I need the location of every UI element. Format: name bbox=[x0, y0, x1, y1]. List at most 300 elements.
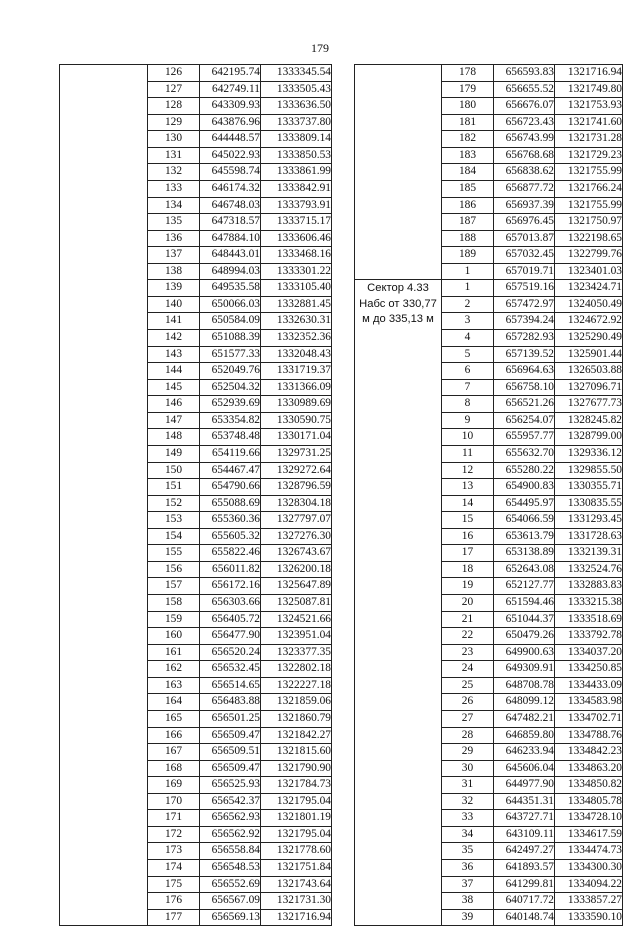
point-number: 160 bbox=[148, 628, 200, 645]
y-coordinate: 1329272.64 bbox=[261, 462, 332, 479]
x-coordinate: 656593.83 bbox=[494, 65, 555, 82]
point-number: 139 bbox=[148, 280, 200, 297]
point-number: 13 bbox=[442, 479, 494, 496]
table-row bbox=[355, 280, 623, 297]
point-number: 157 bbox=[148, 578, 200, 595]
y-coordinate: 1323424.71 bbox=[555, 280, 623, 297]
point-number: 6 bbox=[442, 363, 494, 380]
y-coordinate: 1324521.66 bbox=[261, 611, 332, 628]
y-coordinate: 1321801.19 bbox=[261, 810, 332, 827]
point-number: 179 bbox=[442, 81, 494, 98]
point-number: 149 bbox=[148, 445, 200, 462]
y-coordinate: 1332524.76 bbox=[555, 561, 623, 578]
x-coordinate: 650066.03 bbox=[200, 296, 261, 313]
x-coordinate: 656542.37 bbox=[200, 793, 261, 810]
y-coordinate: 1325901.44 bbox=[555, 346, 623, 363]
point-number: 126 bbox=[148, 65, 200, 82]
point-number: 12 bbox=[442, 462, 494, 479]
y-coordinate: 1328245.82 bbox=[555, 412, 623, 429]
point-number: 23 bbox=[442, 644, 494, 661]
point-number: 8 bbox=[442, 396, 494, 413]
x-coordinate: 656558.84 bbox=[200, 843, 261, 860]
x-coordinate: 655632.70 bbox=[494, 445, 555, 462]
y-coordinate: 1321859.06 bbox=[261, 694, 332, 711]
y-coordinate: 1333301.22 bbox=[261, 263, 332, 280]
x-coordinate: 656562.92 bbox=[200, 826, 261, 843]
x-coordinate: 645606.04 bbox=[494, 760, 555, 777]
x-coordinate: 656483.88 bbox=[200, 694, 261, 711]
x-coordinate: 646748.03 bbox=[200, 197, 261, 214]
x-coordinate: 655605.32 bbox=[200, 528, 261, 545]
x-coordinate: 646233.94 bbox=[494, 744, 555, 761]
point-number: 162 bbox=[148, 661, 200, 678]
point-number: 18 bbox=[442, 561, 494, 578]
point-number: 140 bbox=[148, 296, 200, 313]
x-coordinate: 644448.57 bbox=[200, 131, 261, 148]
x-coordinate: 650584.09 bbox=[200, 313, 261, 330]
point-number: 130 bbox=[148, 131, 200, 148]
x-coordinate: 646174.32 bbox=[200, 180, 261, 197]
point-number: 31 bbox=[442, 777, 494, 794]
point-number: 15 bbox=[442, 512, 494, 529]
point-number: 136 bbox=[148, 230, 200, 247]
x-coordinate: 656569.13 bbox=[200, 909, 261, 926]
point-number: 133 bbox=[148, 180, 200, 197]
point-number: 33 bbox=[442, 810, 494, 827]
table-row bbox=[355, 65, 623, 82]
y-coordinate: 1321751.84 bbox=[261, 860, 332, 877]
x-coordinate: 655280.22 bbox=[494, 462, 555, 479]
y-coordinate: 1330590.75 bbox=[261, 412, 332, 429]
point-number: 11 bbox=[442, 445, 494, 462]
point-number: 159 bbox=[148, 611, 200, 628]
point-number: 151 bbox=[148, 479, 200, 496]
y-coordinate: 1321749.80 bbox=[555, 81, 623, 98]
x-coordinate: 656501.25 bbox=[200, 710, 261, 727]
x-coordinate: 657019.71 bbox=[494, 263, 555, 280]
point-number: 174 bbox=[148, 860, 200, 877]
y-coordinate: 1330989.69 bbox=[261, 396, 332, 413]
y-coordinate: 1325290.49 bbox=[555, 330, 623, 347]
x-coordinate: 656567.09 bbox=[200, 893, 261, 910]
point-number: 189 bbox=[442, 247, 494, 264]
point-number: 166 bbox=[148, 727, 200, 744]
y-coordinate: 1327797.07 bbox=[261, 512, 332, 529]
sector-cell bbox=[60, 65, 148, 926]
x-coordinate: 657394.24 bbox=[494, 313, 555, 330]
point-number: 182 bbox=[442, 131, 494, 148]
y-coordinate: 1333793.91 bbox=[261, 197, 332, 214]
point-number: 38 bbox=[442, 893, 494, 910]
y-coordinate: 1321716.94 bbox=[261, 909, 332, 926]
point-number: 35 bbox=[442, 843, 494, 860]
point-number: 161 bbox=[148, 644, 200, 661]
point-number: 2 bbox=[442, 296, 494, 313]
point-number: 131 bbox=[148, 147, 200, 164]
point-number: 164 bbox=[148, 694, 200, 711]
y-coordinate: 1334037.20 bbox=[555, 644, 623, 661]
y-coordinate: 1321731.30 bbox=[261, 893, 332, 910]
point-number: 1 bbox=[442, 280, 494, 297]
right-coordinates-table bbox=[354, 64, 623, 926]
y-coordinate: 1327096.71 bbox=[555, 379, 623, 396]
point-number: 178 bbox=[442, 65, 494, 82]
y-coordinate: 1333345.54 bbox=[261, 65, 332, 82]
y-coordinate: 1322802.18 bbox=[261, 661, 332, 678]
x-coordinate: 656011.82 bbox=[200, 561, 261, 578]
y-coordinate: 1326503.88 bbox=[555, 363, 623, 380]
point-number: 171 bbox=[148, 810, 200, 827]
point-number: 184 bbox=[442, 164, 494, 181]
y-coordinate: 1333518.69 bbox=[555, 611, 623, 628]
x-coordinate: 657139.52 bbox=[494, 346, 555, 363]
y-coordinate: 1334863.20 bbox=[555, 760, 623, 777]
y-coordinate: 1334250.85 bbox=[555, 661, 623, 678]
point-number: 37 bbox=[442, 876, 494, 893]
x-coordinate: 653138.89 bbox=[494, 545, 555, 562]
x-coordinate: 657519.16 bbox=[494, 280, 555, 297]
point-number: 176 bbox=[148, 893, 200, 910]
x-coordinate: 656509.47 bbox=[200, 760, 261, 777]
x-coordinate: 650479.26 bbox=[494, 628, 555, 645]
y-coordinate: 1333809.14 bbox=[261, 131, 332, 148]
point-number: 34 bbox=[442, 826, 494, 843]
x-coordinate: 655822.46 bbox=[200, 545, 261, 562]
y-coordinate: 1334300.30 bbox=[555, 860, 623, 877]
point-number: 175 bbox=[148, 876, 200, 893]
x-coordinate: 647482.21 bbox=[494, 710, 555, 727]
x-coordinate: 648708.78 bbox=[494, 677, 555, 694]
x-coordinate: 652504.32 bbox=[200, 379, 261, 396]
point-number: 187 bbox=[442, 214, 494, 231]
y-coordinate: 1329731.25 bbox=[261, 445, 332, 462]
point-number: 22 bbox=[442, 628, 494, 645]
x-coordinate: 656477.90 bbox=[200, 628, 261, 645]
table-row bbox=[60, 65, 332, 82]
point-number: 146 bbox=[148, 396, 200, 413]
x-coordinate: 647318.57 bbox=[200, 214, 261, 231]
y-coordinate: 1332048.43 bbox=[261, 346, 332, 363]
y-coordinate: 1334788.76 bbox=[555, 727, 623, 744]
x-coordinate: 655360.36 bbox=[200, 512, 261, 529]
page-number: 179 bbox=[311, 41, 329, 55]
x-coordinate: 656758.10 bbox=[494, 379, 555, 396]
point-number: 132 bbox=[148, 164, 200, 181]
y-coordinate: 1334094.22 bbox=[555, 876, 623, 893]
x-coordinate: 656525.93 bbox=[200, 777, 261, 794]
y-coordinate: 1333606.46 bbox=[261, 230, 332, 247]
x-coordinate: 656655.52 bbox=[494, 81, 555, 98]
x-coordinate: 656877.72 bbox=[494, 180, 555, 197]
x-coordinate: 657032.45 bbox=[494, 247, 555, 264]
y-coordinate: 1323377.35 bbox=[261, 644, 332, 661]
point-number: 183 bbox=[442, 147, 494, 164]
point-number: 39 bbox=[442, 909, 494, 926]
y-coordinate: 1332881.45 bbox=[261, 296, 332, 313]
y-coordinate: 1334728.10 bbox=[555, 810, 623, 827]
y-coordinate: 1328799.00 bbox=[555, 429, 623, 446]
y-coordinate: 1321731.28 bbox=[555, 131, 623, 148]
y-coordinate: 1334805.78 bbox=[555, 793, 623, 810]
y-coordinate: 1331366.09 bbox=[261, 379, 332, 396]
point-number: 137 bbox=[148, 247, 200, 264]
y-coordinate: 1333850.53 bbox=[261, 147, 332, 164]
point-number: 29 bbox=[442, 744, 494, 761]
y-coordinate: 1333737.80 bbox=[261, 114, 332, 131]
y-coordinate: 1321755.99 bbox=[555, 164, 623, 181]
point-number: 170 bbox=[148, 793, 200, 810]
sector-cell bbox=[355, 280, 442, 926]
x-coordinate: 655088.69 bbox=[200, 495, 261, 512]
x-coordinate: 656976.45 bbox=[494, 214, 555, 231]
point-number: 9 bbox=[442, 412, 494, 429]
x-coordinate: 654467.47 bbox=[200, 462, 261, 479]
y-coordinate: 1321743.64 bbox=[261, 876, 332, 893]
y-coordinate: 1321716.94 bbox=[555, 65, 623, 82]
y-coordinate: 1333842.91 bbox=[261, 180, 332, 197]
x-coordinate: 656520.24 bbox=[200, 644, 261, 661]
x-coordinate: 645598.74 bbox=[200, 164, 261, 181]
x-coordinate: 656743.99 bbox=[494, 131, 555, 148]
y-coordinate: 1333792.78 bbox=[555, 628, 623, 645]
x-coordinate: 656676.07 bbox=[494, 98, 555, 115]
y-coordinate: 1334842.23 bbox=[555, 744, 623, 761]
x-coordinate: 656303.66 bbox=[200, 595, 261, 612]
y-coordinate: 1334702.71 bbox=[555, 710, 623, 727]
point-number: 147 bbox=[148, 412, 200, 429]
y-coordinate: 1326200.18 bbox=[261, 561, 332, 578]
x-coordinate: 656548.53 bbox=[200, 860, 261, 877]
x-coordinate: 652939.69 bbox=[200, 396, 261, 413]
point-number: 186 bbox=[442, 197, 494, 214]
x-coordinate: 640717.72 bbox=[494, 893, 555, 910]
point-number: 129 bbox=[148, 114, 200, 131]
x-coordinate: 641893.57 bbox=[494, 860, 555, 877]
point-number: 17 bbox=[442, 545, 494, 562]
x-coordinate: 653748.48 bbox=[200, 429, 261, 446]
point-number: 153 bbox=[148, 512, 200, 529]
x-coordinate: 648443.01 bbox=[200, 247, 261, 264]
x-coordinate: 648994.03 bbox=[200, 263, 261, 280]
y-coordinate: 1321778.60 bbox=[261, 843, 332, 860]
x-coordinate: 656937.39 bbox=[494, 197, 555, 214]
x-coordinate: 656405.72 bbox=[200, 611, 261, 628]
x-coordinate: 640148.74 bbox=[494, 909, 555, 926]
point-number: 19 bbox=[442, 578, 494, 595]
point-number: 14 bbox=[442, 495, 494, 512]
point-number: 172 bbox=[148, 826, 200, 843]
point-number: 142 bbox=[148, 330, 200, 347]
point-number: 155 bbox=[148, 545, 200, 562]
x-coordinate: 643309.93 bbox=[200, 98, 261, 115]
x-coordinate: 652049.76 bbox=[200, 363, 261, 380]
y-coordinate: 1331728.63 bbox=[555, 528, 623, 545]
y-coordinate: 1331719.37 bbox=[261, 363, 332, 380]
x-coordinate: 656514.65 bbox=[200, 677, 261, 694]
y-coordinate: 1321795.04 bbox=[261, 793, 332, 810]
y-coordinate: 1332630.31 bbox=[261, 313, 332, 330]
x-coordinate: 642195.74 bbox=[200, 65, 261, 82]
y-coordinate: 1322799.76 bbox=[555, 247, 623, 264]
x-coordinate: 656532.45 bbox=[200, 661, 261, 678]
point-number: 165 bbox=[148, 710, 200, 727]
y-coordinate: 1334850.82 bbox=[555, 777, 623, 794]
x-coordinate: 642497.27 bbox=[494, 843, 555, 860]
point-number: 128 bbox=[148, 98, 200, 115]
point-number: 28 bbox=[442, 727, 494, 744]
y-coordinate: 1333857.27 bbox=[555, 893, 623, 910]
point-number: 145 bbox=[148, 379, 200, 396]
point-number: 169 bbox=[148, 777, 200, 794]
x-coordinate: 651577.33 bbox=[200, 346, 261, 363]
y-coordinate: 1322227.18 bbox=[261, 677, 332, 694]
x-coordinate: 649309.91 bbox=[494, 661, 555, 678]
x-coordinate: 656521.26 bbox=[494, 396, 555, 413]
x-coordinate: 656723.43 bbox=[494, 114, 555, 131]
point-number: 150 bbox=[148, 462, 200, 479]
point-number: 127 bbox=[148, 81, 200, 98]
point-number: 4 bbox=[442, 330, 494, 347]
x-coordinate: 654495.97 bbox=[494, 495, 555, 512]
sector-cell bbox=[355, 65, 442, 280]
sector-label: Сектор 4.33 Набс от 330,77 м до 335,13 м bbox=[359, 282, 437, 326]
y-coordinate: 1321842.27 bbox=[261, 727, 332, 744]
y-coordinate: 1321750.97 bbox=[555, 214, 623, 231]
y-coordinate: 1321729.23 bbox=[555, 147, 623, 164]
point-number: 148 bbox=[148, 429, 200, 446]
y-coordinate: 1334617.59 bbox=[555, 826, 623, 843]
point-number: 163 bbox=[148, 677, 200, 694]
x-coordinate: 656254.07 bbox=[494, 412, 555, 429]
point-number: 26 bbox=[442, 694, 494, 711]
y-coordinate: 1334433.09 bbox=[555, 677, 623, 694]
point-number: 135 bbox=[148, 214, 200, 231]
y-coordinate: 1322198.65 bbox=[555, 230, 623, 247]
y-coordinate: 1333215.38 bbox=[555, 595, 623, 612]
point-number: 180 bbox=[442, 98, 494, 115]
y-coordinate: 1333468.16 bbox=[261, 247, 332, 264]
x-coordinate: 654066.59 bbox=[494, 512, 555, 529]
x-coordinate: 655957.77 bbox=[494, 429, 555, 446]
x-coordinate: 643109.11 bbox=[494, 826, 555, 843]
y-coordinate: 1328304.18 bbox=[261, 495, 332, 512]
y-coordinate: 1321741.60 bbox=[555, 114, 623, 131]
y-coordinate: 1332352.36 bbox=[261, 330, 332, 347]
y-coordinate: 1333505.43 bbox=[261, 81, 332, 98]
point-number: 152 bbox=[148, 495, 200, 512]
point-number: 185 bbox=[442, 180, 494, 197]
x-coordinate: 657013.87 bbox=[494, 230, 555, 247]
x-coordinate: 643727.71 bbox=[494, 810, 555, 827]
x-coordinate: 649900.63 bbox=[494, 644, 555, 661]
x-coordinate: 657472.97 bbox=[494, 296, 555, 313]
y-coordinate: 1333105.40 bbox=[261, 280, 332, 297]
point-number: 134 bbox=[148, 197, 200, 214]
x-coordinate: 651594.46 bbox=[494, 595, 555, 612]
y-coordinate: 1330171.04 bbox=[261, 429, 332, 446]
x-coordinate: 656964.63 bbox=[494, 363, 555, 380]
x-coordinate: 656768.68 bbox=[494, 147, 555, 164]
point-number: 36 bbox=[442, 860, 494, 877]
point-number: 181 bbox=[442, 114, 494, 131]
x-coordinate: 656838.62 bbox=[494, 164, 555, 181]
y-coordinate: 1325647.89 bbox=[261, 578, 332, 595]
point-number: 138 bbox=[148, 263, 200, 280]
y-coordinate: 1329855.50 bbox=[555, 462, 623, 479]
point-number: 177 bbox=[148, 909, 200, 926]
y-coordinate: 1328796.59 bbox=[261, 479, 332, 496]
x-coordinate: 646859.80 bbox=[494, 727, 555, 744]
x-coordinate: 641299.81 bbox=[494, 876, 555, 893]
point-number: 30 bbox=[442, 760, 494, 777]
y-coordinate: 1327276.30 bbox=[261, 528, 332, 545]
y-coordinate: 1324672.92 bbox=[555, 313, 623, 330]
x-coordinate: 654900.83 bbox=[494, 479, 555, 496]
point-number: 156 bbox=[148, 561, 200, 578]
y-coordinate: 1321795.04 bbox=[261, 826, 332, 843]
point-number: 32 bbox=[442, 793, 494, 810]
x-coordinate: 642749.11 bbox=[200, 81, 261, 98]
point-number: 168 bbox=[148, 760, 200, 777]
point-number: 7 bbox=[442, 379, 494, 396]
y-coordinate: 1332139.31 bbox=[555, 545, 623, 562]
point-number: 3 bbox=[442, 313, 494, 330]
point-number: 5 bbox=[442, 346, 494, 363]
x-coordinate: 643876.96 bbox=[200, 114, 261, 131]
y-coordinate: 1324050.49 bbox=[555, 296, 623, 313]
point-number: 158 bbox=[148, 595, 200, 612]
x-coordinate: 645022.93 bbox=[200, 147, 261, 164]
y-coordinate: 1333715.17 bbox=[261, 214, 332, 231]
y-coordinate: 1326743.67 bbox=[261, 545, 332, 562]
x-coordinate: 644977.90 bbox=[494, 777, 555, 794]
point-number: 27 bbox=[442, 710, 494, 727]
y-coordinate: 1327677.73 bbox=[555, 396, 623, 413]
x-coordinate: 656552.69 bbox=[200, 876, 261, 893]
x-coordinate: 656509.47 bbox=[200, 727, 261, 744]
point-number: 188 bbox=[442, 230, 494, 247]
point-number: 24 bbox=[442, 661, 494, 678]
y-coordinate: 1321860.79 bbox=[261, 710, 332, 727]
x-coordinate: 651088.39 bbox=[200, 330, 261, 347]
point-number: 16 bbox=[442, 528, 494, 545]
point-number: 173 bbox=[148, 843, 200, 860]
x-coordinate: 651044.37 bbox=[494, 611, 555, 628]
x-coordinate: 654790.66 bbox=[200, 479, 261, 496]
y-coordinate: 1329336.12 bbox=[555, 445, 623, 462]
point-number: 141 bbox=[148, 313, 200, 330]
y-coordinate: 1330835.55 bbox=[555, 495, 623, 512]
x-coordinate: 654119.66 bbox=[200, 445, 261, 462]
y-coordinate: 1323401.03 bbox=[555, 263, 623, 280]
y-coordinate: 1334474.73 bbox=[555, 843, 623, 860]
point-number: 143 bbox=[148, 346, 200, 363]
y-coordinate: 1321755.99 bbox=[555, 197, 623, 214]
point-number: 167 bbox=[148, 744, 200, 761]
y-coordinate: 1333590.10 bbox=[555, 909, 623, 926]
point-number: 144 bbox=[148, 363, 200, 380]
x-coordinate: 647884.10 bbox=[200, 230, 261, 247]
x-coordinate: 649535.58 bbox=[200, 280, 261, 297]
y-coordinate: 1333861.99 bbox=[261, 164, 332, 181]
point-number: 25 bbox=[442, 677, 494, 694]
point-number: 10 bbox=[442, 429, 494, 446]
y-coordinate: 1321790.90 bbox=[261, 760, 332, 777]
point-number: 154 bbox=[148, 528, 200, 545]
left-coordinates-table bbox=[59, 64, 332, 926]
y-coordinate: 1321784.73 bbox=[261, 777, 332, 794]
x-coordinate: 656509.51 bbox=[200, 744, 261, 761]
